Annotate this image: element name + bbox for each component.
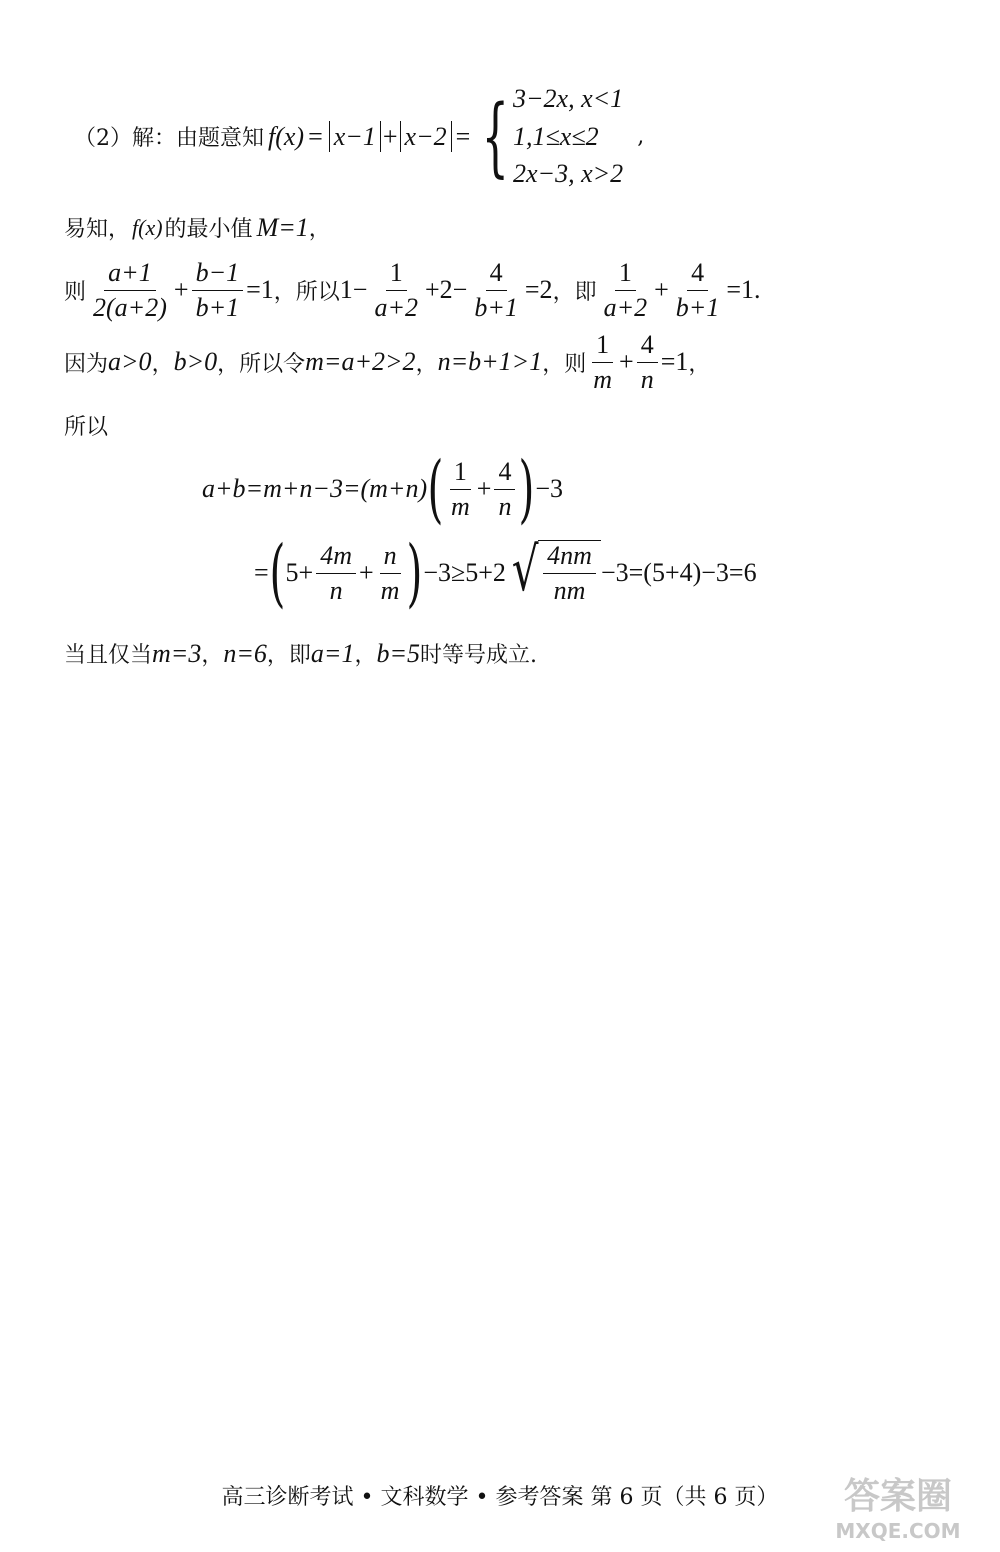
frac-num: 4nm: [543, 541, 596, 574]
watermark-logo: [808, 1466, 988, 1546]
text-suoyiling: ，所以令: [217, 351, 306, 377]
text-comma: ，: [415, 351, 438, 377]
frac-num: 4m: [316, 541, 356, 574]
frac-den: b+1: [675, 292, 720, 322]
frac-den: m: [380, 575, 400, 605]
part2-label: （2）解：由题意知: [74, 126, 264, 152]
frac-den: a+2: [603, 292, 648, 322]
fx-expr: f(x): [268, 121, 305, 151]
sqrt-radicand: [538, 540, 601, 606]
frac-num: a+1: [104, 258, 156, 291]
fx-inline: f(x): [132, 214, 163, 240]
frac-1-over-a2-b: [600, 258, 652, 323]
frac-num: 4: [637, 330, 658, 363]
plus-sign: +: [173, 275, 189, 305]
sqrt-expression: [506, 535, 601, 606]
frac-num: 4: [486, 258, 507, 291]
abs-x-minus-2: x−2: [400, 121, 452, 152]
display-equation-1: [202, 446, 564, 532]
eq2-tail: −3=(5+4)−3=6: [600, 558, 757, 587]
display-equation-2: [254, 530, 757, 616]
cond-a: a=1: [310, 638, 355, 668]
cond-b-positive: b>0: [173, 347, 218, 377]
equals-sign: =: [308, 121, 323, 151]
period: .: [754, 275, 761, 305]
part2-line: [64, 80, 644, 193]
text-comma: ，: [308, 217, 331, 242]
frac-4-over-b1-b: [672, 258, 724, 323]
watermark-logo-icon: [808, 1466, 988, 1546]
frac-num: n: [380, 541, 401, 574]
frac-4nm-over-nm: [543, 541, 596, 606]
equality-condition-line: [64, 638, 537, 669]
part2-comma: ,: [637, 124, 645, 150]
eq2-mid: −3≥5+2: [423, 558, 506, 587]
frac-den: b+1: [195, 292, 240, 322]
frac-num: 4: [494, 457, 515, 490]
frac-den: n: [329, 575, 343, 605]
cond-a-positive: a>0: [108, 347, 152, 377]
frac-num: 1: [592, 330, 613, 363]
left-paren-icon: (: [269, 530, 286, 616]
text-yizhi: 易知，: [64, 217, 131, 242]
plus-sign: +: [359, 558, 374, 587]
min-value-line: [64, 212, 331, 243]
text-comma: ，: [151, 351, 174, 377]
frac-num: 1: [450, 457, 471, 490]
cond-b: b=5: [376, 638, 421, 668]
case-1: 3−2x, x<1: [513, 84, 624, 113]
expr-m-equals-1: M=1: [256, 212, 309, 242]
one-minus: 1−: [339, 275, 368, 305]
def-m: m=a+2>2: [305, 347, 416, 377]
frac-den: a+2: [374, 292, 419, 322]
text-equality-holds: 时等号成立.: [420, 643, 538, 668]
case-3: 2x−3, x>2: [513, 159, 624, 189]
equals-sign: =: [254, 558, 269, 587]
equals-sign-2: =: [455, 121, 471, 151]
abs-x-minus-1: x−1: [329, 121, 381, 152]
plus-sign: +: [654, 275, 669, 305]
frac-den: n: [498, 491, 512, 521]
equals-one: =1: [726, 275, 755, 305]
left-brace-icon: {: [481, 86, 510, 187]
frac-n-over-m: [377, 541, 404, 606]
frac-den: m: [593, 364, 613, 394]
plus-sign: +: [476, 474, 492, 503]
watermark-text-en: MXQE.COM: [835, 1519, 961, 1543]
right-paren-icon: ): [406, 530, 423, 616]
equals-two: =2: [524, 275, 553, 305]
frac-num: 1: [386, 258, 407, 291]
frac-num: b−1: [192, 258, 244, 291]
plus-sign: +: [619, 347, 634, 377]
watermark-text-cn: 答案圈: [843, 1476, 953, 1517]
frac-1-over-m: [589, 330, 616, 395]
plus-two-minus: +2−: [425, 275, 468, 305]
frac-den: n: [640, 364, 654, 394]
left-paren-icon: (: [427, 446, 444, 532]
text-ze: ，则: [542, 351, 587, 377]
substitution-line: [64, 330, 710, 395]
plus-sign: +: [382, 121, 398, 151]
frac-den: m: [451, 491, 470, 521]
text-dangqie: 当且仅当: [64, 643, 153, 668]
piecewise-cases: [513, 80, 623, 193]
page-footer: 高三诊断考试 • 文科数学 • 参考答案 第 6 页（共 6 页）: [221, 1485, 779, 1510]
text-suoyi: ，所以: [273, 279, 340, 305]
fraction-equation-line: [64, 258, 761, 323]
text-ji: ，即: [552, 279, 597, 305]
text-comma: ，: [201, 643, 224, 668]
case-2: 1,1≤x≤2: [513, 121, 599, 151]
frac-den: b+1: [474, 292, 518, 322]
radical-icon: √: [511, 535, 539, 606]
frac-a1-over-2a2: [89, 258, 171, 323]
text-comma: ，: [354, 643, 377, 668]
cond-m: m=3: [152, 638, 202, 668]
text-yinwei: 因为: [64, 351, 109, 377]
equals-one: =1: [246, 275, 274, 305]
five-plus: 5+: [285, 558, 314, 587]
text-suoyi: 所以: [64, 415, 109, 440]
eq1-lhs: a+b=m+n−3=(m+n): [202, 474, 428, 503]
frac-4-over-b1: [470, 258, 522, 323]
eq1-tail: −3: [535, 474, 564, 503]
suoyi-line: [64, 410, 108, 441]
equals-one: =1: [660, 347, 689, 377]
def-n: n=b+1>1: [437, 347, 543, 377]
text-comma: ，: [688, 351, 711, 377]
text-min-value: 的最小值: [164, 217, 253, 242]
frac-num: 4: [687, 258, 708, 291]
frac-4m-over-n: [316, 541, 356, 606]
frac-den: 2(a+2): [93, 292, 167, 322]
cond-n: n=6: [223, 638, 267, 668]
frac-1-over-m: [447, 457, 474, 522]
frac-den: nm: [553, 576, 586, 605]
text-ji: ，即: [266, 643, 311, 668]
frac-1-over-a2: [370, 258, 422, 323]
text-ze: 则: [64, 279, 87, 305]
frac-4-over-n: [494, 457, 515, 522]
frac-4-over-n: [637, 330, 658, 395]
right-paren-icon: ): [518, 446, 535, 532]
frac-num: 1: [615, 258, 636, 291]
frac-b-1-over-b1: [192, 258, 244, 323]
